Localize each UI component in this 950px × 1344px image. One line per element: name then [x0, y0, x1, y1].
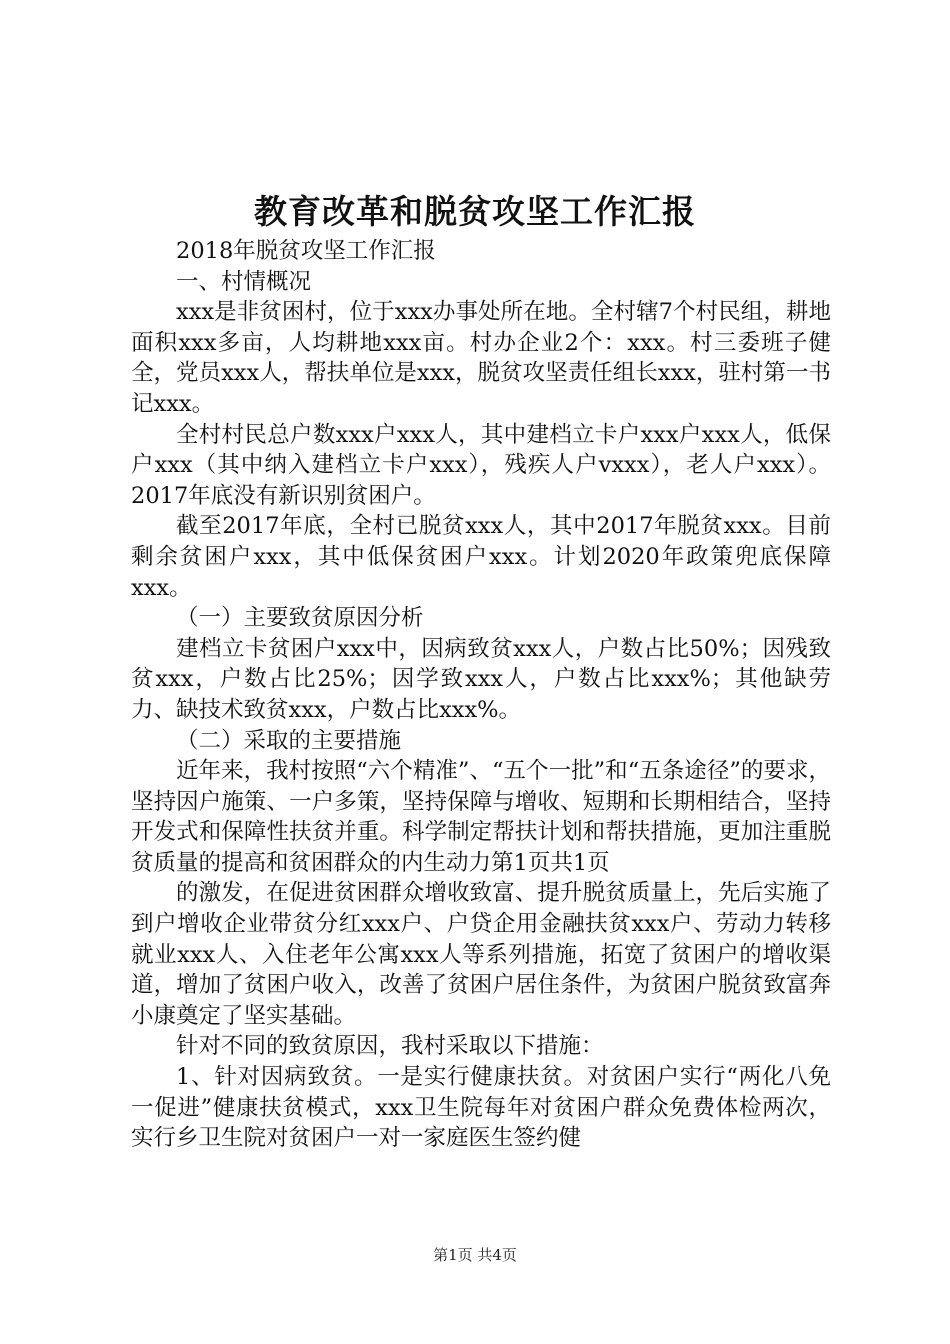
- paragraph-causes-analysis: 建档立卡贫困户xxx中，因病致贫xxx人，户数占比50%；因残致贫xxx，户数占比25%；因学致xxx人，户数占比xxx%；其他缺劳力、缺技术致贫xxx，户数占比xxx%。: [131, 635, 831, 723]
- paragraph-section-heading-village: 一、村情概况: [176, 268, 312, 295]
- document-body: [131, 236, 831, 1154]
- paragraph-subheading-measures: （二）采取的主要措施: [176, 727, 402, 754]
- page-footer: 第1页 共4页: [433, 1246, 517, 1264]
- paragraph-household-stats: 全村村民总户数xxx户xxx人，其中建档立卡户xxx户xxx人，低保户xxx（其中纳入建档立卡户xxx），残疾人户vxxx），老人户xxx）。2017年底没有新识别贫困户。: [131, 421, 831, 509]
- paragraph-health-measure: 1、针对因病致贫。一是实行健康扶贫。对贫困户实行“两化八免一促进”健康扶贫模式，xxx卫生院每年对贫困户群众免费体检两次，实行乡卫生院对贫困户一对一家庭医生签约健: [131, 1064, 831, 1152]
- paragraph-report-subtitle: 2018年脱贫攻坚工作汇报: [176, 238, 436, 264]
- paragraph-poverty-progress: 截至2017年底，全村已脱贫xxx人，其中2017年脱贫xxx。目前剩余贫困户xxx，其中低保贫困户xxx。计划2020年政策兜底保障xxx。: [131, 513, 831, 601]
- paragraph-measures-results: 的激发，在促进贫困群众增收致富、提升脱贫质量上，先后实施了到户增收企业带贫分红xxx户、户贷企用金融扶贫xxx户、劳动力转移就业xxx人、入住老年公寓xxx人等系列措施，拓宽了贫困户的增收渠道，增加了贫困户收入，改善了贫困户居住条件，为贫困户脱贫致富奔小康奠定了坚实基础。: [131, 880, 831, 1029]
- paragraph-measures-lead: 针对不同的致贫原因，我村采取以下措施：: [176, 1033, 604, 1060]
- document-title: 教育改革和脱贫攻坚工作汇报: [254, 192, 696, 231]
- paragraph-subheading-causes: （一）主要致贫原因分析: [176, 605, 424, 632]
- paragraph-measures-intro: 近年来，我村按照“六个精准”、“五个一批”和“五条途径”的要求，坚持因户施策、一户多策，坚持保障与增收、短期和长期相结合，坚持开发式和保障性扶贫并重。科学制定帮扶计划和帮扶措施，更加注重脱贫质量的提高和贫困群众的内生动力第1页共1页: [131, 758, 831, 876]
- paragraph-village-overview: xxx是非贫困村，位于xxx办事处所在地。全村辖7个村民组，耕地面积xxx多亩，人均耕地xxx亩。村办企业2个：xxx。村三委班子健全，党员xxx人，帮扶单位是xxx，脱贫攻坚责任组长xxx，驻村第一书记xxx。: [131, 299, 831, 417]
